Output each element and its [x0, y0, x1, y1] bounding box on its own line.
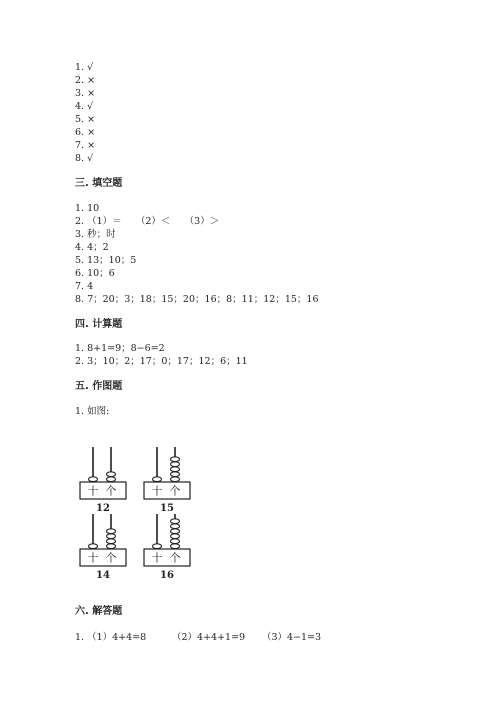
abacus-3 — [78, 512, 142, 582]
tens-label: 十 — [87, 551, 99, 565]
abacus-1 — [78, 445, 142, 515]
judge-answer-7: 7. × — [75, 140, 96, 151]
tens-label: 十 — [87, 484, 99, 498]
abacus-2-figure — [142, 445, 206, 515]
abacus-2 — [142, 445, 206, 515]
drawing-answer-1: 1. 如图: — [75, 406, 110, 417]
ones-bead — [107, 544, 116, 549]
ones-bead — [107, 477, 116, 482]
fill-answer-8: 8. 7；20；3；18；15；20；16；8；11；12；15；16 — [75, 294, 319, 305]
section-heading-calculation: 四. 计算题 — [75, 319, 123, 330]
ones-bead — [171, 534, 180, 539]
solve-answer-part-1: 1. （1）4+4=8 — [75, 632, 147, 643]
fill-answer-3: 3. 秒；时 — [75, 229, 116, 240]
tens-bead — [153, 544, 162, 549]
abacus-number: 12 — [96, 503, 110, 514]
ones-bead — [171, 472, 180, 477]
judge-answer-4: 4. √ — [75, 101, 94, 112]
fill-answer-1: 1. 10 — [75, 203, 100, 214]
ones-bead — [171, 457, 180, 462]
ones-label: 个 — [169, 551, 181, 565]
fill-answer-7: 7. 4 — [75, 281, 94, 292]
fill-answer-6: 6. 10；6 — [75, 268, 115, 279]
fill-answer-5: 5. 13；10；5 — [75, 255, 137, 266]
solve-answer-part-3: （3）4−1=3 — [262, 632, 322, 643]
ones-label: 个 — [169, 484, 181, 498]
calc-answer-1: 1. 8+1=9；8−6=2 — [75, 343, 165, 354]
tens-label: 十 — [151, 484, 163, 498]
ones-label: 个 — [105, 551, 117, 565]
solve-answer-part-2: （2）4+4+1=9 — [172, 632, 246, 643]
tens-bead — [153, 477, 162, 482]
section-heading-fill-blank: 三. 填空题 — [75, 178, 123, 189]
ones-bead — [107, 539, 116, 544]
ones-bead — [171, 524, 180, 529]
abacus-4 — [142, 512, 206, 582]
section-heading-drawing: 五. 作图题 — [75, 381, 123, 392]
fill-answer-2: 2. （1）＝ （2）＜ （3）＞ — [75, 216, 220, 227]
ones-bead — [171, 462, 180, 467]
abacus-number: 16 — [160, 570, 174, 581]
ones-bead — [171, 519, 180, 524]
abacus-4-figure — [142, 512, 206, 582]
ones-bead — [171, 539, 180, 544]
tens-bead — [89, 544, 98, 549]
tens-label: 十 — [151, 551, 163, 565]
ones-bead — [171, 477, 180, 482]
ones-bead — [107, 472, 116, 477]
calc-answer-2: 2. 3；10；2；17；0；17；12；6；11 — [75, 356, 248, 367]
judge-answer-5: 5. × — [75, 114, 96, 125]
ones-bead — [107, 534, 116, 539]
judge-answer-2: 2. × — [75, 75, 96, 86]
abacus-number: 15 — [160, 503, 174, 514]
ones-bead — [171, 529, 180, 534]
judge-answer-3: 3. × — [75, 88, 96, 99]
abacus-number: 14 — [96, 570, 110, 581]
abacus-3-figure — [78, 512, 142, 582]
fill-answer-4: 4. 4；2 — [75, 242, 109, 253]
ones-bead — [107, 529, 116, 534]
judge-answer-1: 1. √ — [75, 62, 94, 73]
section-heading-solve: 六. 解答题 — [75, 606, 123, 617]
ones-bead — [171, 467, 180, 472]
judge-answer-6: 6. × — [75, 127, 96, 138]
judge-answer-8: 8. √ — [75, 153, 94, 164]
tens-bead — [89, 477, 98, 482]
ones-label: 个 — [105, 484, 117, 498]
abacus-1-figure — [78, 445, 142, 515]
ones-bead — [171, 544, 180, 549]
